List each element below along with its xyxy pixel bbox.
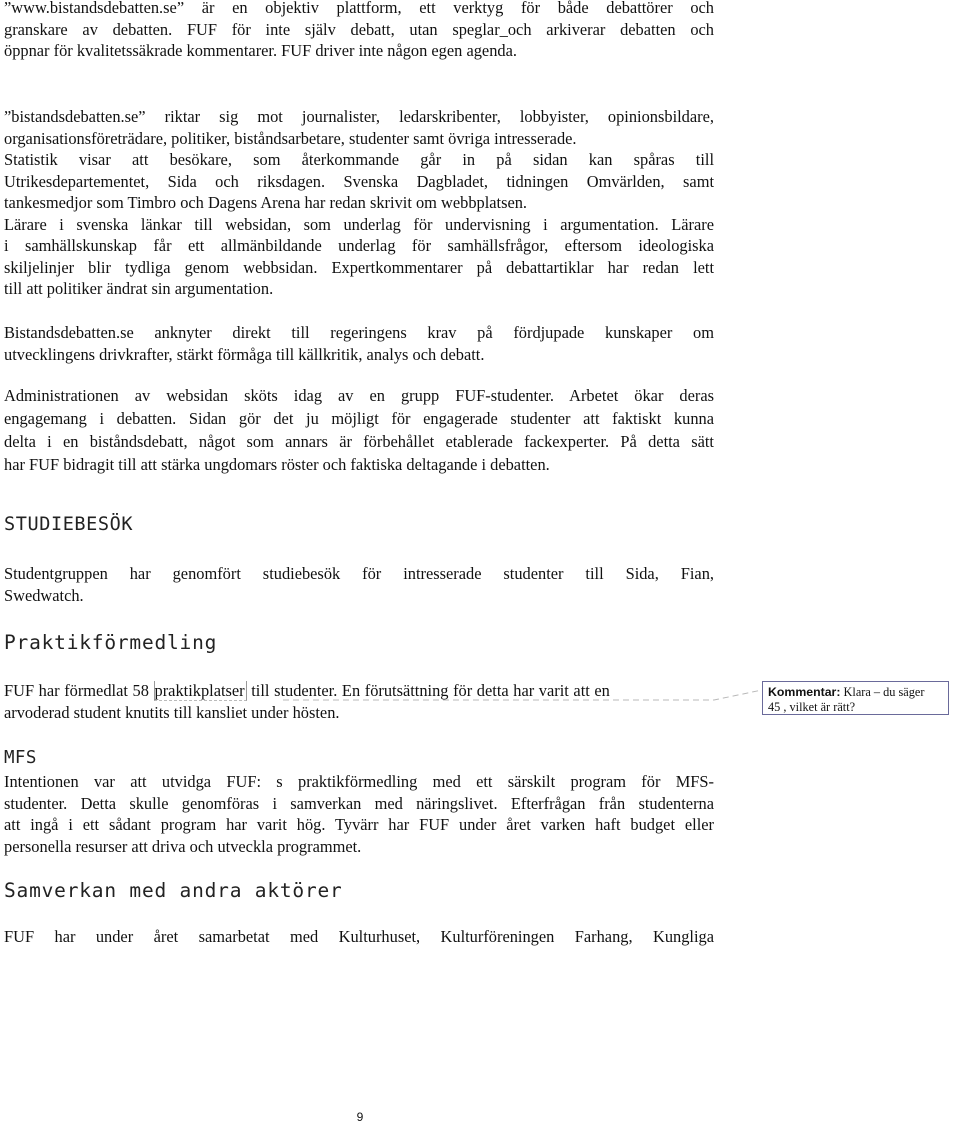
page-number: 9 (356, 1110, 364, 1124)
text-line: Administrationen av websidan sköts idag av en grupp FUF-studenter. Arbetet ökar deras (4, 386, 714, 405)
text-line: Statistik visar att besökare, som återkommande går in på sidan kan spåras till (4, 150, 714, 169)
text-line: Studentgruppen har genomfört studiebesök för intresserade studenter till Sida, Fian, (4, 564, 714, 583)
comment-text: Klara – du säger (843, 685, 925, 699)
text-line: öppnar för kvalitetssäkrade kommentarer. FUF driver inte någon egen agenda. (4, 41, 517, 60)
mfs-paragraph (4, 771, 714, 857)
text-line: Swedwatch. (4, 585, 84, 605)
text-line: Lärare i svenska länkar till websidan, som underlag för undervisning i argumentation. Lärare (4, 214, 714, 234)
text-line: i samhällskunskap får ett allmänbildande underlag för samhällsfrågor, eftersom ideologiska (4, 236, 714, 255)
section-heading-studiebesok: STUDIEBESÖK (4, 514, 134, 535)
text-line: Intentionen var att utvidga FUF: s praktikförmedling med ett särskilt program för MFS- (4, 772, 714, 791)
text-line: har FUF bidragit till att stärka ungdomars röster och faktiska deltagande i debatten. (4, 455, 550, 474)
samverkan-paragraph (4, 926, 714, 948)
text-line: studenter. Detta skulle genomföras i samverkan med näringslivet. Efterfrågan från studenterna (4, 793, 714, 813)
section-heading-praktikformedling: Praktikförmedling (4, 631, 218, 654)
text-line: Bistandsdebatten.se anknyter direkt till regeringens krav på fördjupade kunskaper om (4, 323, 714, 342)
text-line: arvoderad student knutits till kansliet under hösten. (4, 702, 340, 722)
text-line: tankesmedjor som Timbro och Dagens Arena har redan skrivit om webbplatsen. (4, 193, 528, 212)
comment-balloon[interactable] (762, 681, 949, 715)
section-heading-mfs: MFS (4, 748, 37, 768)
text-line: ”bistandsdebatten.se” riktar sig mot journalister, ledarskribenter, lobbyister, opinionsbildare, (4, 107, 714, 126)
text-line: granskare av debatten. FUF för inte själv debatt, utan speglar_och arkiverar debatten och (4, 19, 714, 39)
text-line: organisationsföreträdare, politiker, biståndsarbetare, studenter samt övriga intresserade. (4, 128, 577, 148)
comment-text: 45 , vilket är rätt? (768, 700, 856, 714)
text-line: Utrikesdepartementet, Sida och riksdagen. Svenska Dagbladet, tidningen Omvärlden, samt (4, 171, 714, 191)
text-line: utvecklingens drivkrafter, stärkt förmåga till källkritik, analys och debatt. (4, 344, 485, 364)
text-line: FUF har under året samarbetat med Kulturhuset, Kulturföreningen Farhang, Kungliga (4, 927, 714, 946)
comment-label: Kommentar: (768, 685, 841, 699)
text-line: att ingå i ett sådant program har varit hög. Tyvärr har FUF under året varken haft budget eller (4, 815, 714, 834)
text-segment: till studenter. En förutsättning för detta har varit att en (251, 681, 610, 700)
commented-text[interactable]: praktikplatser (154, 681, 245, 700)
section-heading-samverkan: Samverkan med andra aktörer (4, 879, 343, 902)
text-line: delta i en biståndsdebatt, något som annars är förbehållet etablerade fackexperter. På detta sätt (4, 432, 714, 451)
text-line: ”www.bistandsdebatten.se” är en objektiv plattform, ett verktyg för både debattörer och (4, 0, 714, 17)
text-line: skiljelinjer blir tydliga genom webbsidan. Expertkommentarer på debattartiklar har redan lett (4, 257, 714, 277)
text-line: engagemang i debatten. Sidan gör det ju möjligt för engagerade studenter att faktiskt kunna (4, 409, 714, 428)
text-line: till att politiker ändrat sin argumentation. (4, 279, 274, 298)
text-line: personella resurser att driva och utveckla programmet. (4, 836, 362, 856)
text-segment: FUF har förmedlat 58 (4, 681, 149, 700)
